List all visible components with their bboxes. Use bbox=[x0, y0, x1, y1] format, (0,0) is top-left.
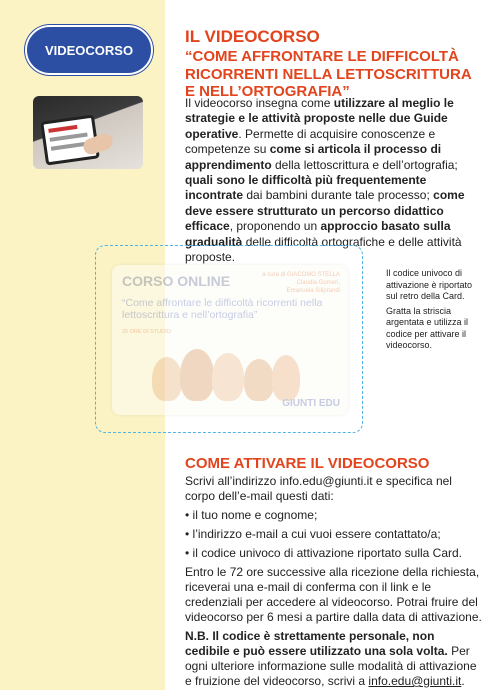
confirmation-paragraph: Entro le 72 ore successive alla ricezione della richiesta, riceverai una e-mail di conferma con il link e le credenziali per accedere al videocorso. Potrai fruire del videocorso per 6 mesi a partire dalla data di attivazione. bbox=[185, 565, 482, 624]
page-title: IL VIDEOCORSO bbox=[185, 27, 320, 46]
page-subtitle: “COME AFFRONTARE LE DIFFICOLTÀ RICORRENTI NELLA LETTOSCRITTURA E NELL’ORTOGRAFIA” bbox=[185, 48, 472, 100]
list-item: • l’indirizzo e-mail a cui vuoi essere contattato/a; bbox=[185, 527, 441, 541]
intro-paragraph: Il videocorso insegna come utilizzare al meglio le strategie e le attività proposte nelle due Guide operative. Permette di acquisire conoscenze e competenze su come si articola il processo di apprendimento della lettoscrittura e dell’ortografia; quali sono le difficoltà più frequentemente incontrate dai bambini durante tale processo; come deve essere strutturato un percorso didattico efficace, proponendo un approccio basato sulla gradualità delle difficoltà ortografiche e delle attività proposte. bbox=[185, 96, 465, 265]
activation-note: Il codice univoco di attivazione è riportato sul retro della Card. Gratta la striscia argentata e utilizza il codice per attivare il videocorso. bbox=[386, 268, 473, 350]
section-title-activation: COME ATTIVARE IL VIDEOCORSO bbox=[185, 455, 430, 472]
list-item: • il codice univoco di attivazione riportato sulla Card. bbox=[185, 546, 463, 560]
activation-instructions bbox=[185, 474, 482, 693]
card-hours: 25 ORE DI STUDIO bbox=[122, 329, 171, 335]
giunti-edu-logo: GIUNTI EDU bbox=[282, 398, 340, 409]
header bbox=[185, 27, 485, 101]
activation-intro: Scrivi all’indirizzo info.edu@giunti.it e specifica nel corpo dell’e-mail questi dati: bbox=[185, 474, 452, 503]
card-authors: a cura di GIACOMO STELLA Claudia Gomeri, Emanuela Siliprandi bbox=[262, 272, 340, 294]
card-title: CORSO ONLINE bbox=[122, 273, 231, 289]
tablet-photo bbox=[33, 96, 143, 169]
children-illustration bbox=[152, 337, 302, 401]
videocorso-badge: VIDEOCORSO bbox=[25, 25, 153, 75]
activation-list bbox=[185, 508, 482, 561]
card-subtitle: “Come affrontare le difficoltà ricorrenti nella lettoscrittura e nell’ortografia” bbox=[122, 297, 323, 321]
list-item: • il tuo nome e cognome; bbox=[185, 508, 318, 522]
course-card bbox=[112, 265, 348, 415]
nb-paragraph: N.B. Il codice è strettamente personale, non cedibile e può essere utilizzato una sola volta. Per ogni ulteriore informazione sulle modalità di attivazione e fruizione del videocorso, scrivi a info.edu@giunti.it. bbox=[185, 629, 477, 688]
email-link[interactable]: info.edu@giunti.it bbox=[368, 674, 462, 688]
